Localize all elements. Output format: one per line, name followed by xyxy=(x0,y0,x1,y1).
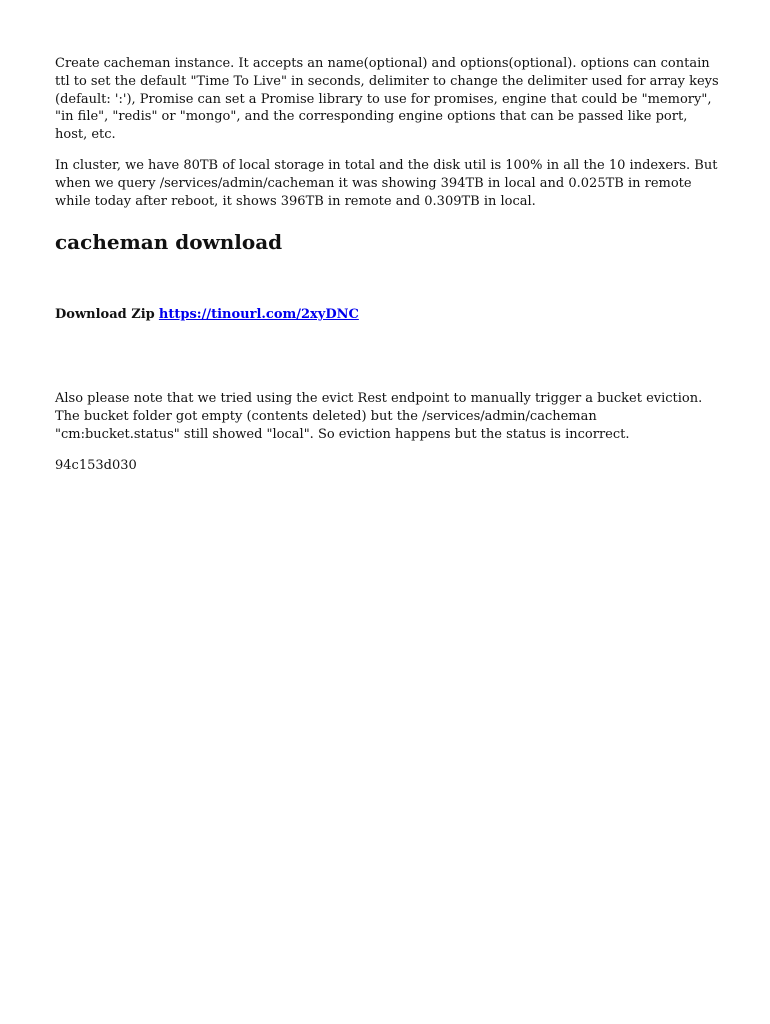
section-heading: cacheman download xyxy=(55,230,283,255)
intro-paragraph: Create cacheman instance. It accepts an name(optional) and options(optional). options can contain ttl to set the default "Time To Live" in seconds, delimiter to change the delimiter used for array keys (default: ':'), Promise can set a Promise library to use for promises, engine that could be "memory", "in file", "redis" or "mongo", and the corresponding engine options that can be passed like port, host, etc. xyxy=(55,56,719,143)
download-label: Download Zip xyxy=(55,307,155,323)
download-line xyxy=(55,306,719,324)
document-page xyxy=(55,55,719,475)
evict-paragraph: Also please note that we tried using the evict Rest endpoint to manually trigger a bucket eviction. The bucket folder got empty (contents deleted) but the /services/admin/cacheman "cm:bucket.status" still showed "local". So eviction happens but the status is incorrect. xyxy=(55,391,703,442)
cluster-paragraph: In cluster, we have 80TB of local storage in total and the disk util is 100% in all the 10 indexers. But when we query /services/admin/cacheman it was showing 394TB in local and 0.025TB in remote while today after reboot, it shows 396TB in remote and 0.309TB in local. xyxy=(55,157,718,209)
code-text: 94c153d030 xyxy=(55,457,137,473)
download-link[interactable]: https://tinourl.com/2xyDNC xyxy=(158,307,359,323)
